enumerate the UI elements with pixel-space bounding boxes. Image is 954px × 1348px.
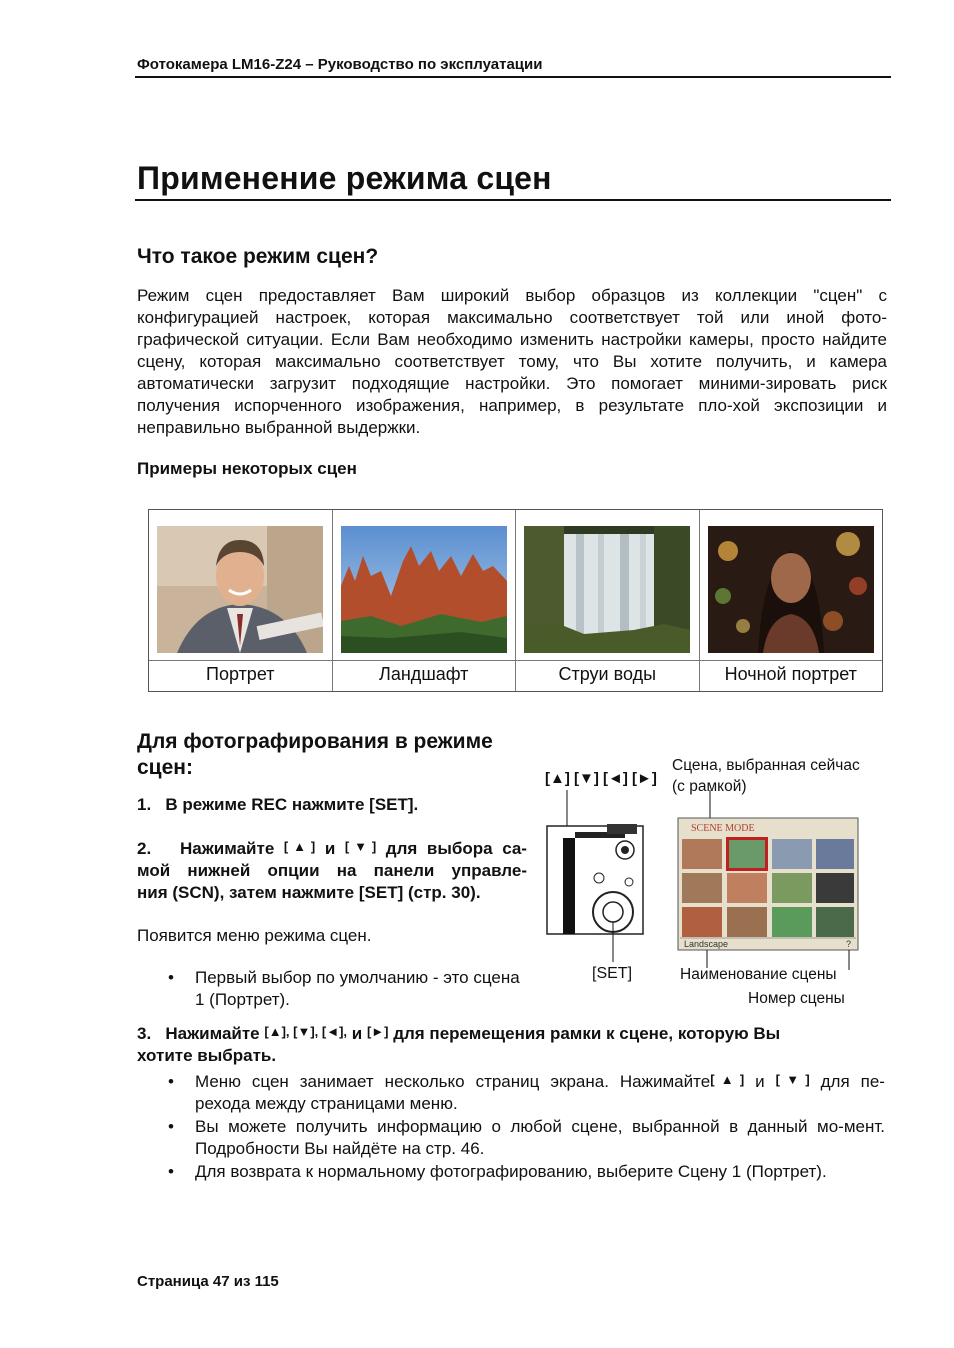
section-heading-what-is: Что такое режим сцен? — [137, 245, 379, 268]
right-key: [►] — [366, 1024, 389, 1039]
night-portrait-photo — [708, 526, 874, 653]
page-number: Страница 47 из 115 — [137, 1273, 279, 1290]
page-title: Применение режима сцен — [137, 160, 552, 196]
scene-cell-portrait — [149, 510, 333, 691]
examples-heading: Примеры некоторых сцен — [137, 459, 357, 478]
camera-diagram — [545, 790, 865, 970]
running-header: Фотокамера LM16-Z24 – Руководство по эксплуатации — [137, 56, 543, 73]
step-3: 3. Нажимайте [▲], [▼], [◄], и [►] для перемещения рамки к сцене, которую Вы хотите выбрать. — [137, 1024, 781, 1065]
scene-label: Ландшафт — [379, 664, 469, 684]
scene-examples-table — [148, 509, 883, 692]
step-2-result: Появится меню режима сцен. — [137, 926, 372, 945]
scene-cell-landscape — [333, 510, 517, 691]
landscape-photo — [341, 526, 507, 653]
bullet-default-scene: • Первый выбор по умолчанию - это сцена 1 (Портрет). — [195, 967, 525, 1011]
set-button-label: [SET] — [592, 965, 633, 982]
bullet-info: • Вы можете получить информацию о любой сцене, выбранной в данный мо-мент. Подробности Вы найдёте на стр. 46. — [195, 1116, 885, 1160]
selected-scene-label: Сцена, выбранная сейчас — [672, 757, 860, 774]
step-number: 1. — [137, 795, 152, 814]
bullet-pages: • Меню сцен занимает несколько страниц экрана. Нажимайте[▲] и [▼] для пе- рехода между страницами меню. — [195, 1071, 885, 1115]
scene-name-label: Наименование сцены — [680, 966, 837, 983]
direction-keys: [▲], [▼], [◄], — [264, 1024, 348, 1039]
menu-title: SCENE MODE — [691, 823, 755, 834]
step-1 — [137, 794, 418, 816]
bullet-return: • Для возврата к нормальному фотографированию, выберите Сцену 1 (Портрет). — [195, 1161, 835, 1183]
scene-name-on-screen: Landscape — [684, 939, 729, 949]
selected-scene-label-2: (с рамкой) — [672, 778, 747, 795]
direction-keys-label: [▲] [▼] [◄] [►] — [545, 770, 657, 787]
down-key: [▼] — [344, 839, 377, 854]
scene-label: Портрет — [206, 664, 275, 684]
up-key: [▲] — [283, 839, 316, 854]
waterfall-photo — [524, 526, 690, 653]
step-2: 2. Нажимайте [▲] и [▼] для выбора са- мой нижней опции на панели управле- ния (SCN), затем нажмите [SET] (стр. 30). — [137, 839, 527, 902]
section-heading-how-to: Для фотографирования в режиме сцен: — [137, 730, 493, 779]
step-text: В режиме REC нажмите [SET]. — [165, 795, 419, 814]
intro-paragraph: Режим сцен предоставляет Вам широкий выбор образцов из коллекции "сцен" с конфигурацией настроек, которая максимально соответствует той или иной фото-графической ситуации. Если Вам необходимо изменить настройки камеры, просто найдите сцену, которая максимально соответствует тому, что Вы хотите получить, и камера автоматически загрузит подходящие настройки. Это помогает миними-зировать риск получения испорченного изображения, например, в результате пло-хой экспозиции и неправильно выбранной выдержки. — [137, 286, 887, 437]
scene-label: Ночной портрет — [724, 664, 857, 684]
scene-cell-night-portrait — [700, 510, 883, 691]
header-rule — [135, 76, 891, 78]
help-mark: ? — [846, 939, 852, 949]
portrait-photo — [157, 526, 323, 653]
scene-number-label: Номер сцены — [748, 990, 845, 1007]
title-rule — [135, 199, 891, 201]
scene-label: Струи воды — [558, 664, 657, 684]
scene-cell-waterfall — [516, 510, 700, 691]
